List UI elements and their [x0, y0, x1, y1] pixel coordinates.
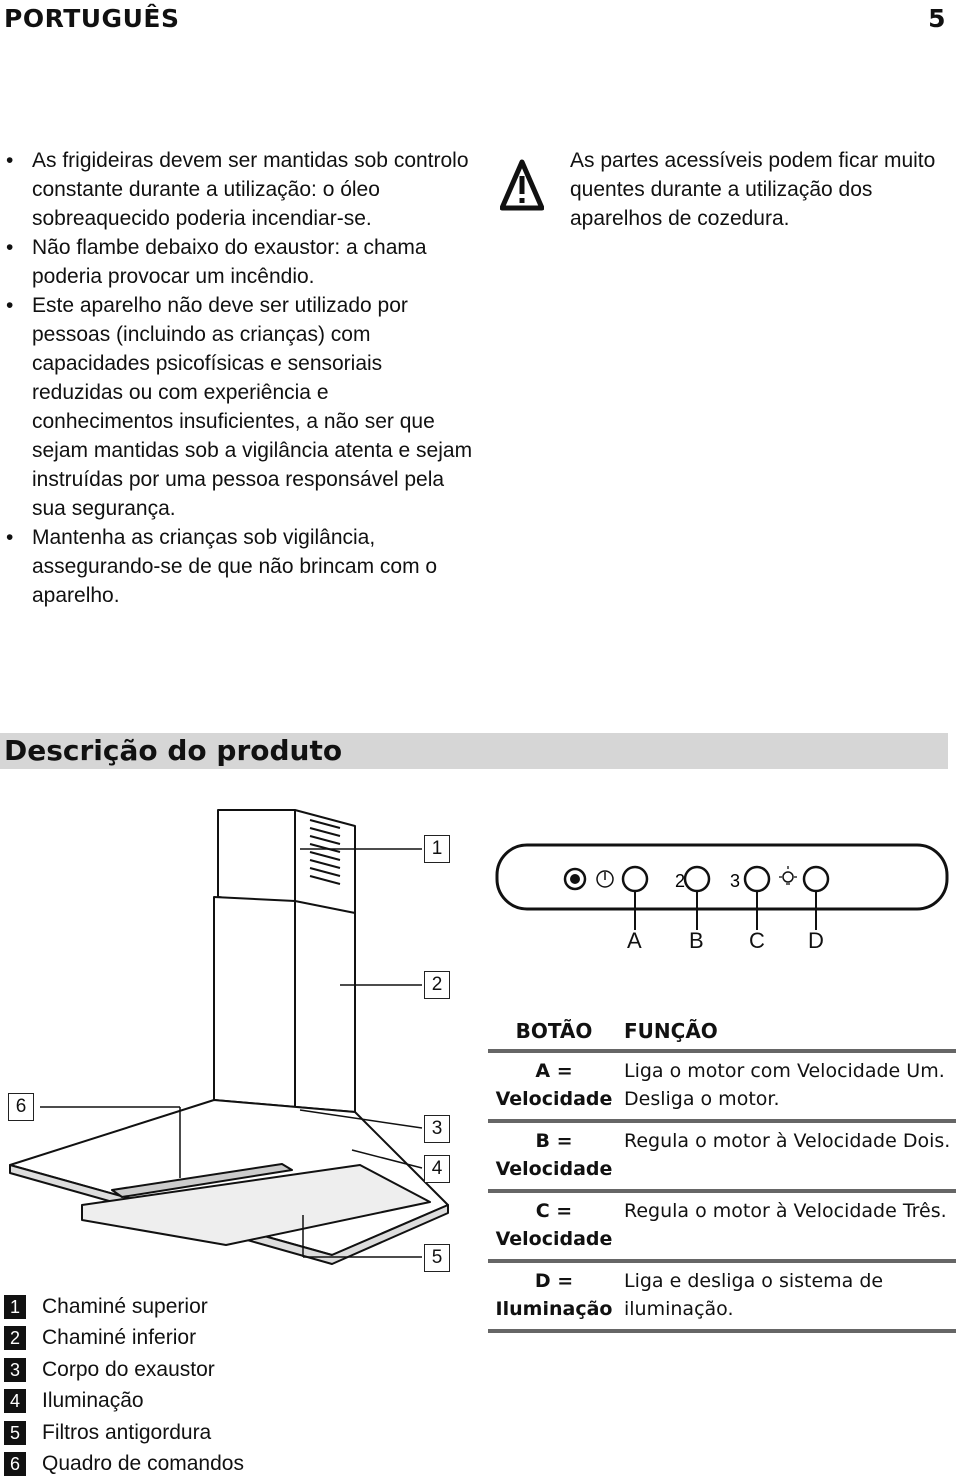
callout-6: 6: [8, 1093, 34, 1121]
legend-number: 2: [4, 1326, 26, 1350]
function-table: [488, 1015, 956, 1333]
panel-button-c: [745, 867, 769, 891]
parts-legend: [4, 1291, 244, 1480]
legend-item: [4, 1449, 244, 1480]
legend-number: 6: [4, 1452, 26, 1476]
legend-label: Iluminação: [42, 1389, 144, 1413]
legend-item: [4, 1386, 244, 1418]
bullet-item: • As frigideiras devem ser mantidas sob controlo constante durante a utilização: o óleo sobreaquecido poderia incendiar-se.: [4, 146, 474, 233]
panel-mark-speed-2: 2: [675, 871, 685, 891]
button-cell: B = Velocidade: [488, 1121, 620, 1191]
legend-item: [4, 1354, 244, 1386]
function-cell: Regula o motor à Velocidade Três.: [620, 1191, 956, 1261]
panel-letter-a: A: [627, 928, 642, 954]
warning-triangle-icon: [500, 158, 544, 212]
bullet-item: • Não flambe debaixo do exaustor: a chama poderia provocar um incêndio.: [4, 233, 474, 291]
legend-label: Chaminé inferior: [42, 1326, 196, 1350]
callout-2: 2: [424, 971, 450, 999]
header-button: BOTÃO: [488, 1015, 620, 1051]
page-number: 5: [928, 4, 946, 33]
table-row: [488, 1261, 956, 1331]
lower-chimney: [214, 897, 355, 1112]
table-header-row: [488, 1015, 956, 1051]
panel-mark-speed-3: 3: [730, 871, 740, 891]
page-header-language: PORTUGUÊS: [4, 4, 179, 33]
callout-3: 3: [424, 1115, 450, 1143]
legend-number: 5: [4, 1421, 26, 1445]
legend-label: Filtros antigordura: [42, 1421, 211, 1445]
safety-bullet-list: [4, 146, 474, 610]
panel-letter-d: D: [808, 928, 824, 954]
table-row: [488, 1121, 956, 1191]
table-row: [488, 1051, 956, 1121]
button-cell: D = Iluminação: [488, 1261, 620, 1331]
legend-item: [4, 1291, 244, 1323]
legend-label: Quadro de comandos: [42, 1452, 244, 1476]
panel-button-b: [685, 867, 709, 891]
warning-text: As partes acessíveis podem ficar muito quentes durante a utilização dos aparelhos de cozedura.: [570, 146, 950, 233]
section-title: Descrição do produto: [4, 734, 342, 767]
table-row: [488, 1191, 956, 1261]
bullet-item: • Mantenha as crianças sob vigilância, assegurando-se de que não brincam com o aparelho.: [4, 523, 474, 610]
panel-button-a: [623, 867, 647, 891]
legend-label: Chaminé superior: [42, 1295, 208, 1319]
header-function: FUNÇÃO: [620, 1015, 956, 1051]
button-cell: A = Velocidade: [488, 1051, 620, 1121]
bullet-item: • Este aparelho não deve ser utilizado por pessoas (incluindo as crianças) com capacidades psicofísicas e sensoriais reduzidas ou com experiência e conhecimentos insuficientes, a não ser que sejam mantidas sob a vigilância atenta e sejam instruídas por uma pessoa responsável pela sua segurança.: [4, 291, 474, 523]
callout-5: 5: [424, 1244, 450, 1272]
function-cell: Liga o motor com Velocidade Um. Desliga o motor.: [620, 1051, 956, 1121]
function-cell: Regula o motor à Velocidade Dois.: [620, 1121, 956, 1191]
legend-number: 3: [4, 1358, 26, 1382]
callout-1: 1: [424, 835, 450, 863]
button-cell: C = Velocidade: [488, 1191, 620, 1261]
panel-letter-b: B: [689, 928, 704, 954]
panel-letter-c: C: [749, 928, 765, 954]
legend-label: Corpo do exaustor: [42, 1358, 215, 1382]
legend-number: 1: [4, 1295, 26, 1319]
callout-4: 4: [424, 1155, 450, 1183]
legend-item: [4, 1417, 244, 1449]
function-cell: Liga e desliga o sistema de iluminação.: [620, 1261, 956, 1331]
panel-button-d: [804, 867, 828, 891]
legend-number: 4: [4, 1389, 26, 1413]
legend-item: [4, 1323, 244, 1355]
